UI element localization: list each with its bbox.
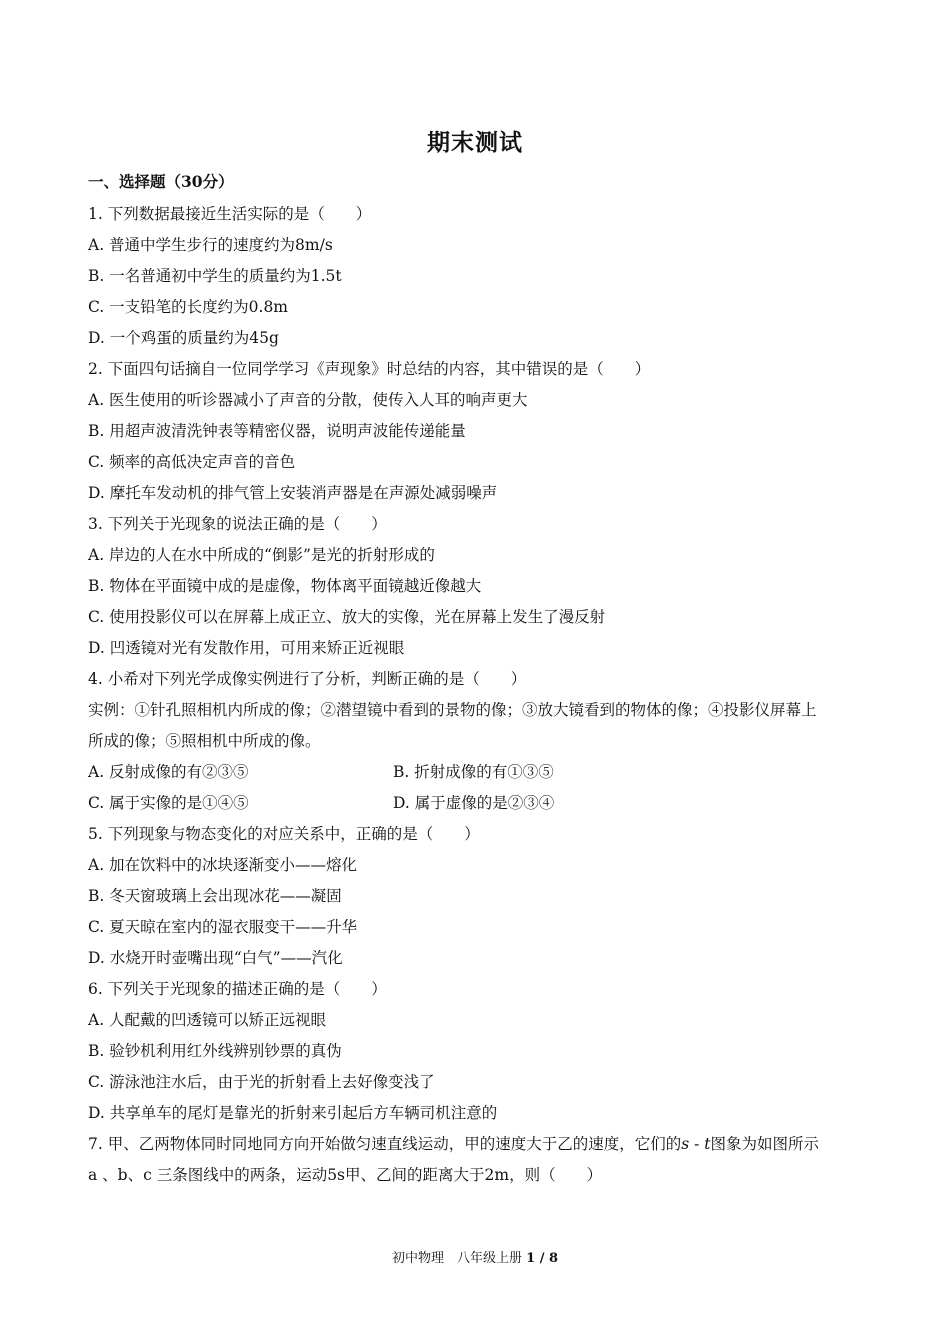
option: B. 物体在平面镜中成的是虚像，物体离平面镜越近像越大	[88, 577, 482, 595]
page-number: 1 / 8	[526, 1251, 559, 1266]
question-stem: 4. 小希对下列光学成像实例进行了分析，判断正确的是（ ）	[88, 670, 527, 688]
option-row	[88, 757, 868, 788]
question-stem: 2. 下面四句话摘自一位同学学习《声现象》时总结的内容，其中错误的是（ ）	[88, 360, 651, 378]
footer-text: 初中物理 八年级上册	[391, 1251, 527, 1266]
option: A. 医生使用的听诊器减小了声音的分散，使传入人耳的响声更大	[88, 391, 528, 409]
option: C. 使用投影仪可以在屏幕上成正立、放大的实像，光在屏幕上发生了漫反射	[88, 608, 606, 626]
page-title: 期末测试	[427, 129, 523, 156]
option: A. 加在饮料中的冰块逐渐变小——熔化	[88, 856, 358, 874]
question-list	[88, 199, 868, 1191]
option-row	[88, 788, 868, 819]
option: D. 共享单车的尾灯是靠光的折射来引起后方车辆司机注意的	[88, 1104, 498, 1122]
option: B. 用超声波清洗钟表等精密仪器，说明声波能传递能量	[88, 422, 466, 440]
section-heading: 一、选择题（30分）	[88, 172, 234, 191]
question-stem: 1. 下列数据最接近生活实际的是（ ）	[88, 205, 372, 223]
question-extra: 所成的像；⑤照相机中所成的像。	[88, 732, 321, 750]
option: A. 普通中学生步行的速度约为8m/s	[88, 236, 333, 254]
option: B. 冬天窗玻璃上会出现冰花——凝固	[88, 887, 342, 905]
option: C. 属于实像的是①④⑤	[88, 794, 249, 812]
option: A. 人配戴的凹透镜可以矫正远视眼	[88, 1011, 327, 1029]
option: D. 摩托车发动机的排气管上安装消声器是在声源处减弱噪声	[88, 484, 498, 502]
variable-t: t	[704, 1135, 711, 1153]
option: D. 凹透镜对光有发散作用，可用来矫正近视眼	[88, 639, 405, 657]
option: A. 岸边的人在水中所成的“倒影”是光的折射形成的	[88, 546, 435, 564]
option: C. 频率的高低决定声音的音色	[88, 453, 296, 471]
variable-s: s	[681, 1135, 690, 1153]
option: C. 夏天晾在室内的湿衣服变干——升华	[88, 918, 358, 936]
question-stem-cont: a 、b、c 三条图线中的两条，运动5s甲、乙间的距离大于2m，则（ ）	[88, 1166, 603, 1184]
question-extra: 实例：①针孔照相机内所成的像；②潜望镜中看到的景物的像；③放大镜看到的物体的像；④投影仪屏幕上	[88, 701, 817, 719]
option: B. 验钞机利用红外线辨别钞票的真伪	[88, 1042, 342, 1060]
stem-text: 图象为如图所示	[710, 1135, 820, 1153]
option: A. 反射成像的有②③⑤	[88, 763, 249, 781]
option: C. 游泳池注水后，由于光的折射看上去好像变浅了	[88, 1073, 435, 1091]
option: D. 一个鸡蛋的质量约为45g	[88, 329, 279, 347]
option: D. 属于虚像的是②③④	[393, 794, 555, 812]
question-stem: 3. 下列关于光现象的说法正确的是（ ）	[88, 515, 387, 533]
option: D. 水烧开时壶嘴出现“白气”——汽化	[88, 949, 343, 967]
stem-text: 7. 甲、乙两物体同时同地同方向开始做匀速直线运动，甲的速度大于乙的速度，它们的	[88, 1135, 682, 1153]
question-stem: 5. 下列现象与物态变化的对应关系中，正确的是（ ）	[88, 825, 480, 843]
page-footer	[0, 1247, 950, 1266]
question-stem: 6. 下列关于光现象的描述正确的是（ ）	[88, 980, 387, 998]
question-stem	[88, 1129, 868, 1160]
dash: -	[689, 1135, 705, 1153]
option: C. 一支铅笔的长度约为0.8m	[88, 298, 289, 316]
option: B. 一名普通初中学生的质量约为1.5t	[88, 267, 342, 285]
option: B. 折射成像的有①③⑤	[393, 763, 554, 781]
